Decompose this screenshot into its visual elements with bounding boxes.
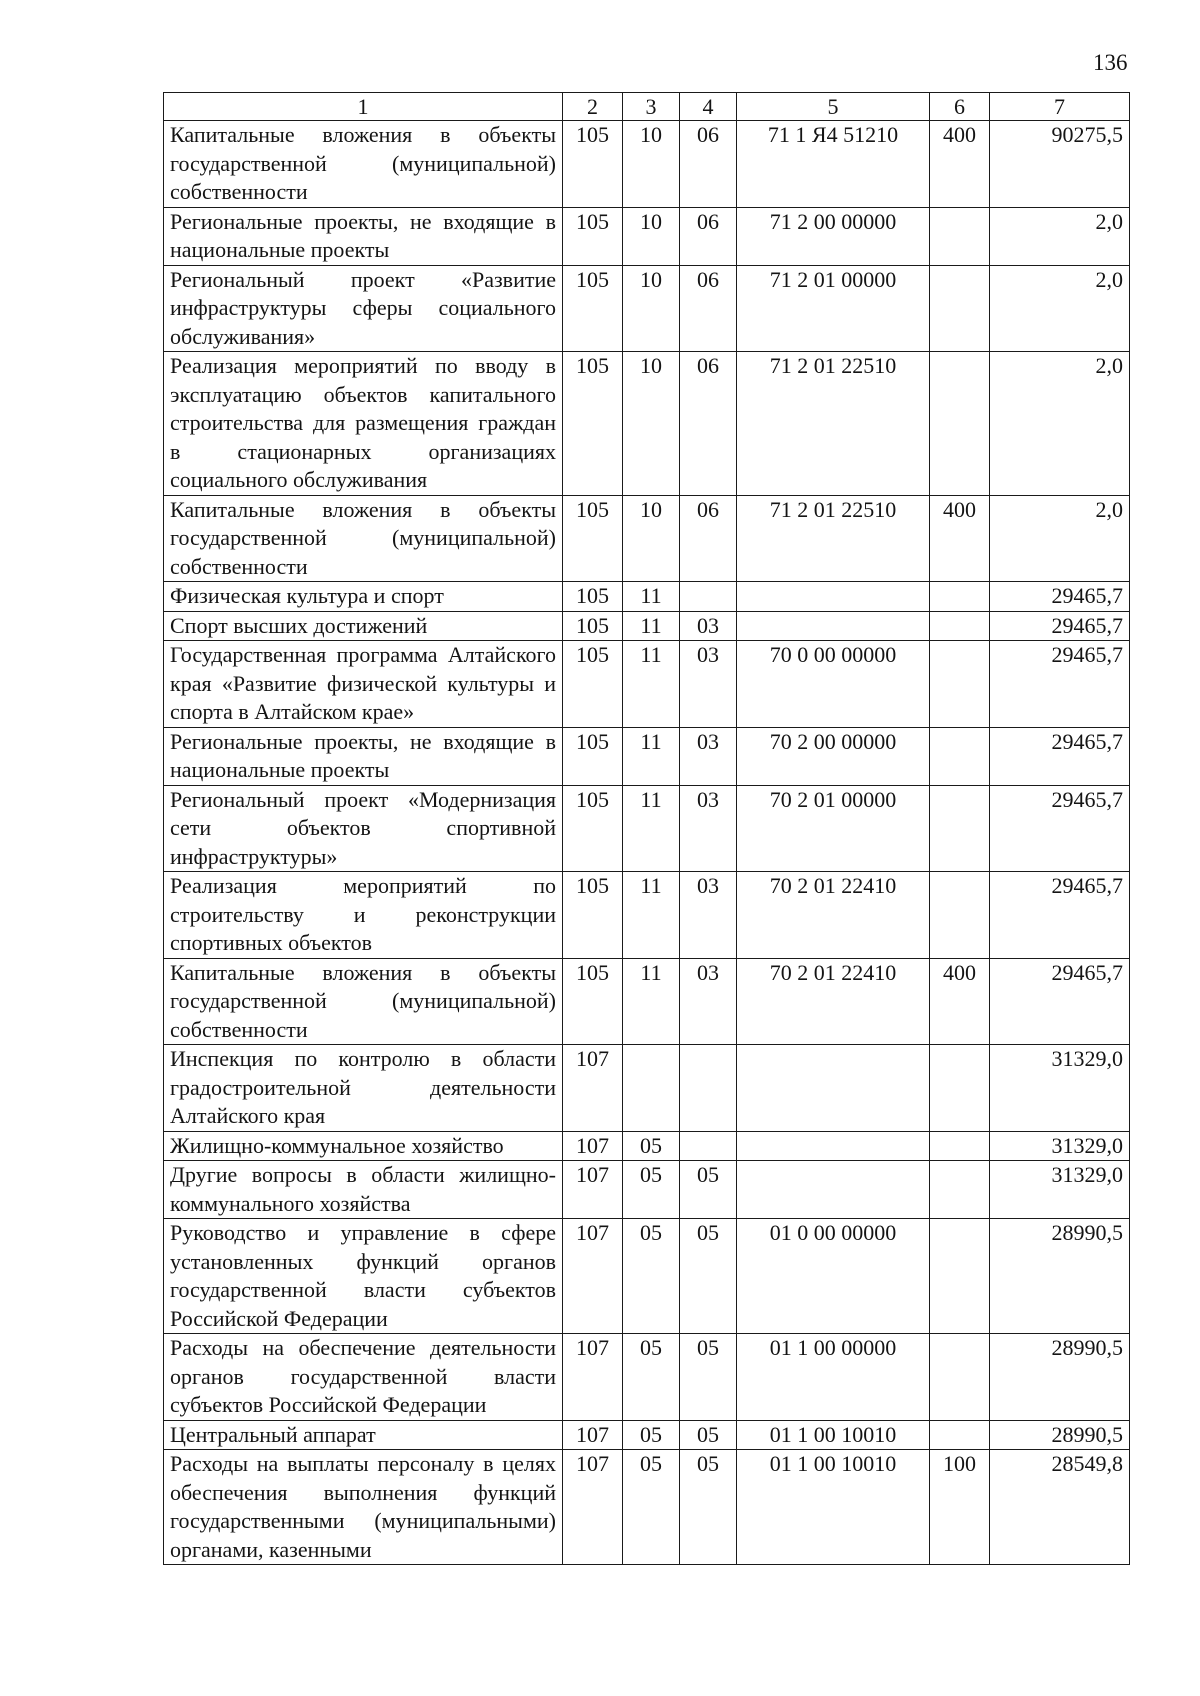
cell-subsection-code: 03 [680, 958, 737, 1045]
cell-name: Руководство и управление в сфере установленных функций органов государственной власти субъектов Российской Федерации [164, 1219, 563, 1334]
cell-expense-type [930, 1219, 990, 1334]
cell-name: Центральный аппарат [164, 1420, 563, 1450]
table-row [164, 1161, 1130, 1219]
cell-subsection-code: 05 [680, 1219, 737, 1334]
table-row [164, 958, 1130, 1045]
cell-expense-type [930, 641, 990, 728]
cell-expense-type: 400 [930, 495, 990, 582]
cell-expense-type [930, 352, 990, 496]
cell-subsection-code: 05 [680, 1334, 737, 1421]
cell-subsection-code: 06 [680, 121, 737, 208]
cell-section-code: 05 [623, 1131, 680, 1161]
cell-target-article: 71 2 01 22510 [737, 352, 930, 496]
cell-amount: 31329,0 [990, 1161, 1130, 1219]
cell-section-code: 11 [623, 611, 680, 641]
column-header: 5 [737, 93, 930, 121]
cell-department-code: 105 [563, 958, 623, 1045]
cell-target-article: 70 2 01 00000 [737, 785, 930, 872]
cell-subsection-code: 05 [680, 1420, 737, 1450]
cell-amount: 29465,7 [990, 785, 1130, 872]
cell-section-code: 11 [623, 785, 680, 872]
cell-department-code: 107 [563, 1450, 623, 1565]
cell-department-code: 105 [563, 582, 623, 612]
cell-name: Жилищно-коммунальное хозяйство [164, 1131, 563, 1161]
cell-expense-type [930, 785, 990, 872]
table-row [164, 582, 1130, 612]
cell-section-code: 11 [623, 872, 680, 959]
cell-department-code: 105 [563, 495, 623, 582]
page-number: 136 [1093, 50, 1128, 75]
cell-amount: 29465,7 [990, 641, 1130, 728]
cell-subsection-code [680, 582, 737, 612]
cell-target-article: 70 2 00 00000 [737, 727, 930, 785]
cell-department-code: 105 [563, 727, 623, 785]
cell-target-article: 70 0 00 00000 [737, 641, 930, 728]
cell-target-article: 71 2 00 00000 [737, 207, 930, 265]
cell-amount: 29465,7 [990, 958, 1130, 1045]
cell-department-code: 107 [563, 1420, 623, 1450]
cell-amount: 28549,8 [990, 1450, 1130, 1565]
cell-name: Спорт высших достижений [164, 611, 563, 641]
cell-subsection-code [680, 1045, 737, 1132]
cell-subsection-code: 06 [680, 207, 737, 265]
cell-expense-type [930, 1045, 990, 1132]
cell-section-code: 11 [623, 582, 680, 612]
cell-department-code: 105 [563, 352, 623, 496]
cell-department-code: 105 [563, 641, 623, 728]
cell-expense-type [930, 1420, 990, 1450]
cell-section-code: 05 [623, 1334, 680, 1421]
cell-amount: 29465,7 [990, 582, 1130, 612]
cell-target-article: 70 2 01 22410 [737, 872, 930, 959]
cell-subsection-code: 06 [680, 265, 737, 352]
cell-subsection-code: 03 [680, 727, 737, 785]
table-row [164, 352, 1130, 496]
cell-expense-type [930, 265, 990, 352]
cell-expense-type: 100 [930, 1450, 990, 1565]
cell-name: Региональные проекты, не входящие в национальные проекты [164, 727, 563, 785]
cell-subsection-code: 03 [680, 785, 737, 872]
cell-section-code: 05 [623, 1219, 680, 1334]
table-row [164, 1450, 1130, 1565]
cell-section-code: 10 [623, 352, 680, 496]
cell-expense-type [930, 1334, 990, 1421]
cell-target-article [737, 1045, 930, 1132]
cell-subsection-code [680, 1131, 737, 1161]
cell-target-article: 01 1 00 00000 [737, 1334, 930, 1421]
column-header: 6 [930, 93, 990, 121]
table-row [164, 207, 1130, 265]
cell-target-article: 01 1 00 10010 [737, 1450, 930, 1565]
table-row [164, 1334, 1130, 1421]
cell-name: Расходы на обеспечение деятельности органов государственной власти субъектов Российской Федерации [164, 1334, 563, 1421]
cell-department-code: 107 [563, 1131, 623, 1161]
cell-section-code: 10 [623, 495, 680, 582]
cell-target-article: 71 1 Я4 51210 [737, 121, 930, 208]
budget-table [163, 92, 1130, 1565]
cell-name: Капитальные вложения в объекты государственной (муниципальной) собственности [164, 121, 563, 208]
table-row [164, 495, 1130, 582]
cell-subsection-code: 06 [680, 352, 737, 496]
cell-amount: 29465,7 [990, 727, 1130, 785]
cell-subsection-code: 05 [680, 1450, 737, 1565]
column-header: 3 [623, 93, 680, 121]
cell-section-code [623, 1045, 680, 1132]
cell-target-article [737, 611, 930, 641]
cell-section-code: 05 [623, 1420, 680, 1450]
cell-department-code: 107 [563, 1045, 623, 1132]
cell-amount: 2,0 [990, 265, 1130, 352]
column-header: 2 [563, 93, 623, 121]
cell-target-article: 70 2 01 22410 [737, 958, 930, 1045]
cell-target-article [737, 1131, 930, 1161]
cell-target-article [737, 1161, 930, 1219]
cell-section-code: 11 [623, 958, 680, 1045]
table-row [164, 872, 1130, 959]
cell-section-code: 10 [623, 121, 680, 208]
cell-department-code: 107 [563, 1219, 623, 1334]
cell-section-code: 11 [623, 727, 680, 785]
table-row [164, 1131, 1130, 1161]
cell-section-code: 10 [623, 207, 680, 265]
cell-name: Физическая культура и спорт [164, 582, 563, 612]
table-row [164, 1219, 1130, 1334]
cell-department-code: 105 [563, 785, 623, 872]
cell-name: Реализация мероприятий по вводу в эксплуатацию объектов капитального строительства для размещения граждан в стационарных организациях социального обслуживания [164, 352, 563, 496]
cell-expense-type [930, 582, 990, 612]
cell-amount: 2,0 [990, 207, 1130, 265]
cell-name: Инспекция по контролю в области градостроительной деятельности Алтайского края [164, 1045, 563, 1132]
cell-target-article: 01 0 00 00000 [737, 1219, 930, 1334]
cell-section-code: 05 [623, 1450, 680, 1565]
cell-subsection-code: 06 [680, 495, 737, 582]
cell-department-code: 107 [563, 1334, 623, 1421]
table-row [164, 641, 1130, 728]
cell-expense-type [930, 872, 990, 959]
column-header: 1 [164, 93, 563, 121]
cell-department-code: 105 [563, 611, 623, 641]
cell-name: Капитальные вложения в объекты государственной (муниципальной) собственности [164, 495, 563, 582]
table-row [164, 785, 1130, 872]
cell-expense-type [930, 611, 990, 641]
cell-department-code: 105 [563, 121, 623, 208]
cell-amount: 90275,5 [990, 121, 1130, 208]
table-row [164, 727, 1130, 785]
cell-subsection-code: 03 [680, 641, 737, 728]
column-header: 4 [680, 93, 737, 121]
cell-amount: 29465,7 [990, 872, 1130, 959]
table-row [164, 1420, 1130, 1450]
cell-name: Региональный проект «Модернизация сети объектов спортивной инфраструктуры» [164, 785, 563, 872]
cell-expense-type [930, 207, 990, 265]
table-row [164, 265, 1130, 352]
cell-amount: 2,0 [990, 352, 1130, 496]
cell-target-article [737, 582, 930, 612]
table-header-row [164, 93, 1130, 121]
cell-department-code: 107 [563, 1161, 623, 1219]
cell-section-code: 10 [623, 265, 680, 352]
cell-subsection-code: 05 [680, 1161, 737, 1219]
cell-name: Государственная программа Алтайского края «Развитие физической культуры и спорта в Алтайском крае» [164, 641, 563, 728]
cell-amount: 31329,0 [990, 1131, 1130, 1161]
cell-amount: 28990,5 [990, 1420, 1130, 1450]
cell-subsection-code: 03 [680, 872, 737, 959]
cell-amount: 31329,0 [990, 1045, 1130, 1132]
cell-department-code: 105 [563, 265, 623, 352]
cell-amount: 2,0 [990, 495, 1130, 582]
cell-section-code: 05 [623, 1161, 680, 1219]
cell-section-code: 11 [623, 641, 680, 728]
cell-subsection-code: 03 [680, 611, 737, 641]
cell-expense-type [930, 1161, 990, 1219]
cell-target-article: 01 1 00 10010 [737, 1420, 930, 1450]
cell-name: Региональный проект «Развитие инфраструктуры сферы социального обслуживания» [164, 265, 563, 352]
table-row [164, 611, 1130, 641]
cell-amount: 29465,7 [990, 611, 1130, 641]
cell-expense-type: 400 [930, 958, 990, 1045]
cell-department-code: 105 [563, 207, 623, 265]
cell-name: Реализация мероприятий по строительству и реконструкции спортивных объектов [164, 872, 563, 959]
table-row [164, 1045, 1130, 1132]
cell-name: Расходы на выплаты персоналу в целях обеспечения выполнения функций государственными (муниципальными) органами, казенными [164, 1450, 563, 1565]
table-row [164, 121, 1130, 208]
cell-target-article: 71 2 01 00000 [737, 265, 930, 352]
cell-target-article: 71 2 01 22510 [737, 495, 930, 582]
cell-department-code: 105 [563, 872, 623, 959]
cell-name: Капитальные вложения в объекты государственной (муниципальной) собственности [164, 958, 563, 1045]
cell-amount: 28990,5 [990, 1334, 1130, 1421]
cell-expense-type [930, 727, 990, 785]
cell-amount: 28990,5 [990, 1219, 1130, 1334]
cell-name: Другие вопросы в области жилищно-коммунального хозяйства [164, 1161, 563, 1219]
cell-name: Региональные проекты, не входящие в национальные проекты [164, 207, 563, 265]
column-header: 7 [990, 93, 1130, 121]
cell-expense-type: 400 [930, 121, 990, 208]
cell-expense-type [930, 1131, 990, 1161]
